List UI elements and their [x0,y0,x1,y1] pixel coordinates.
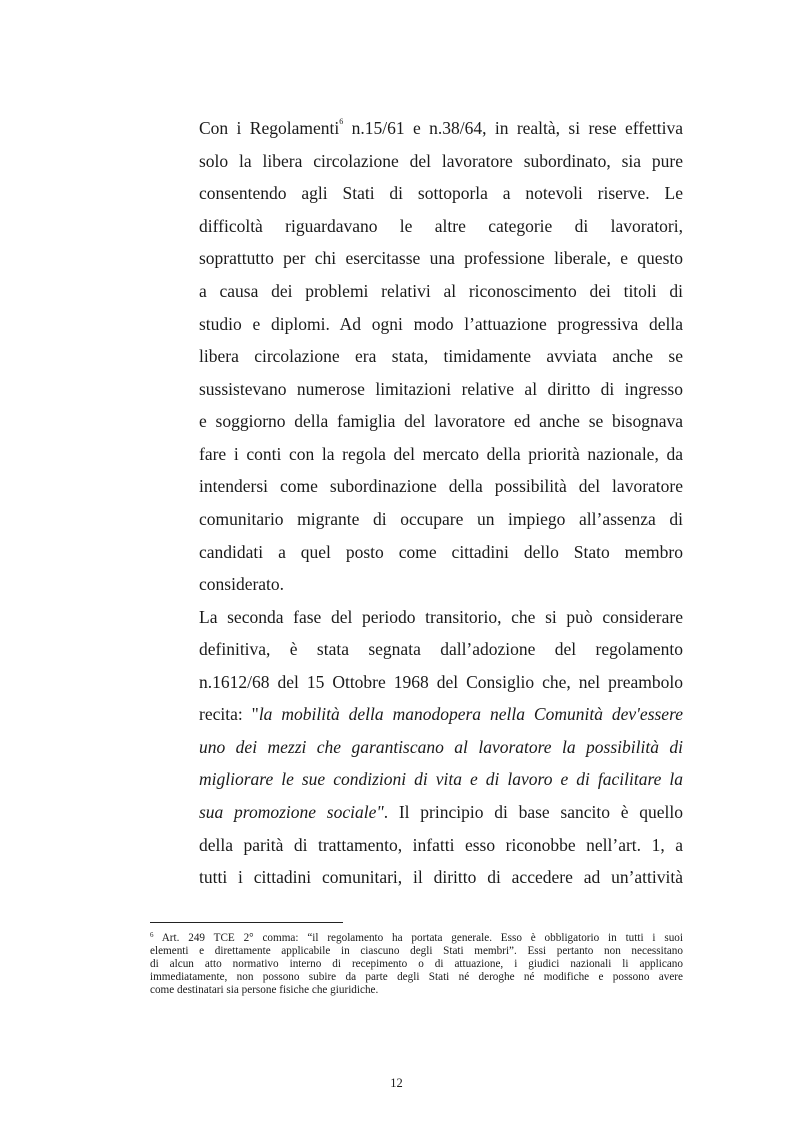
footnote-line: come destinatari sia persone fisiche che giuridiche. [150,984,379,996]
body-line: sua promozione sociale". Il principio di base sancito è quello [199,802,683,822]
footnote-line: immediatamente, non possono subire da parte degli Stati né deroghe né modifiche e possono avere [150,971,683,983]
footnote-line: $^6$ Art. 249 TCE 2° comma: “il regolamento ha portata generale. Esso è obbligatorio in tutti i suoi [150,931,683,944]
body-line: studio e diplomi. Ad ogni modo l’attuazione progressiva della [199,314,683,334]
body-line: Con i Regolamenti$^6$ n.15/61 e n.38/64, in realtà, si rese effettiva [199,117,683,138]
body-line: e soggiorno della famiglia del lavoratore ed anche se bisognava [199,411,683,431]
body-line: n.1612/68 del 15 Ottobre 1968 del Consiglio che, nel preambolo [199,672,683,692]
footnote-reference: 6 [339,117,344,126]
body-line: consentendo agli Stati di sottoporla a notevoli riserve. Le [199,183,683,203]
body-line: considerato. [199,574,285,594]
quotation-text: la mobilità della manodopera nella Comunità dev'essere [258,704,684,724]
body-line: difficoltà riguardavano le altre categorie di lavoratori, [199,216,683,236]
body-line [199,769,683,789]
quotation-text: uno dei mezzi che garantiscano al lavoratore la possibilità di [199,737,683,757]
body-line [199,737,683,757]
body-line: della parità di trattamento, infatti esso riconobbe nell’art. 1, a [199,835,683,855]
footnote-mark: 6 [150,931,154,939]
quotation-text: migliorare le sue condizioni di vita e di lavoro e di facilitare la [199,769,683,789]
body-line: La seconda fase del periodo transitorio, che si può considerare [199,607,683,627]
page-number: 12 [390,1076,403,1090]
quotation-text: sua promozione sociale" [199,802,384,822]
footnote-line: di alcun atto normativo interno di recepimento o di attuazione, i giudici nazionali li applicano [150,958,683,970]
body-line: comunitario migrante di occupare un impiego all’assenza di [199,509,683,529]
body-line: soprattutto per chi esercitasse una professione liberale, e questo [199,248,683,268]
body-line: fare i conti con la regola del mercato della priorità nazionale, da [199,444,683,464]
body-line: solo la libera circolazione del lavoratore subordinato, sia pure [199,151,683,171]
footnote-separator [150,922,343,923]
body-line: intendersi come subordinazione della possibilità del lavoratore [199,476,683,496]
body-line: sussistevano numerose limitazioni relative al diritto di ingresso [199,379,683,399]
body-line: libera circolazione era stata, timidamente avviata anche se [199,346,683,366]
footnote-line: elementi e direttamente applicabile in ciascuno degli Stati membri”. Essi pertanto non necessitano [150,945,683,957]
body-line: a causa dei problemi relativi al riconoscimento dei titoli di [199,281,683,301]
body-line: tutti i cittadini comunitari, il diritto di accedere ad un’attività [199,867,683,887]
body-line: recita: "la mobilità della manodopera nella Comunità dev'essere [199,704,684,724]
body-line: definitiva, è stata segnata dall’adozione del regolamento [199,639,683,659]
body-line: candidati a quel posto come cittadini dello Stato membro [199,542,683,562]
